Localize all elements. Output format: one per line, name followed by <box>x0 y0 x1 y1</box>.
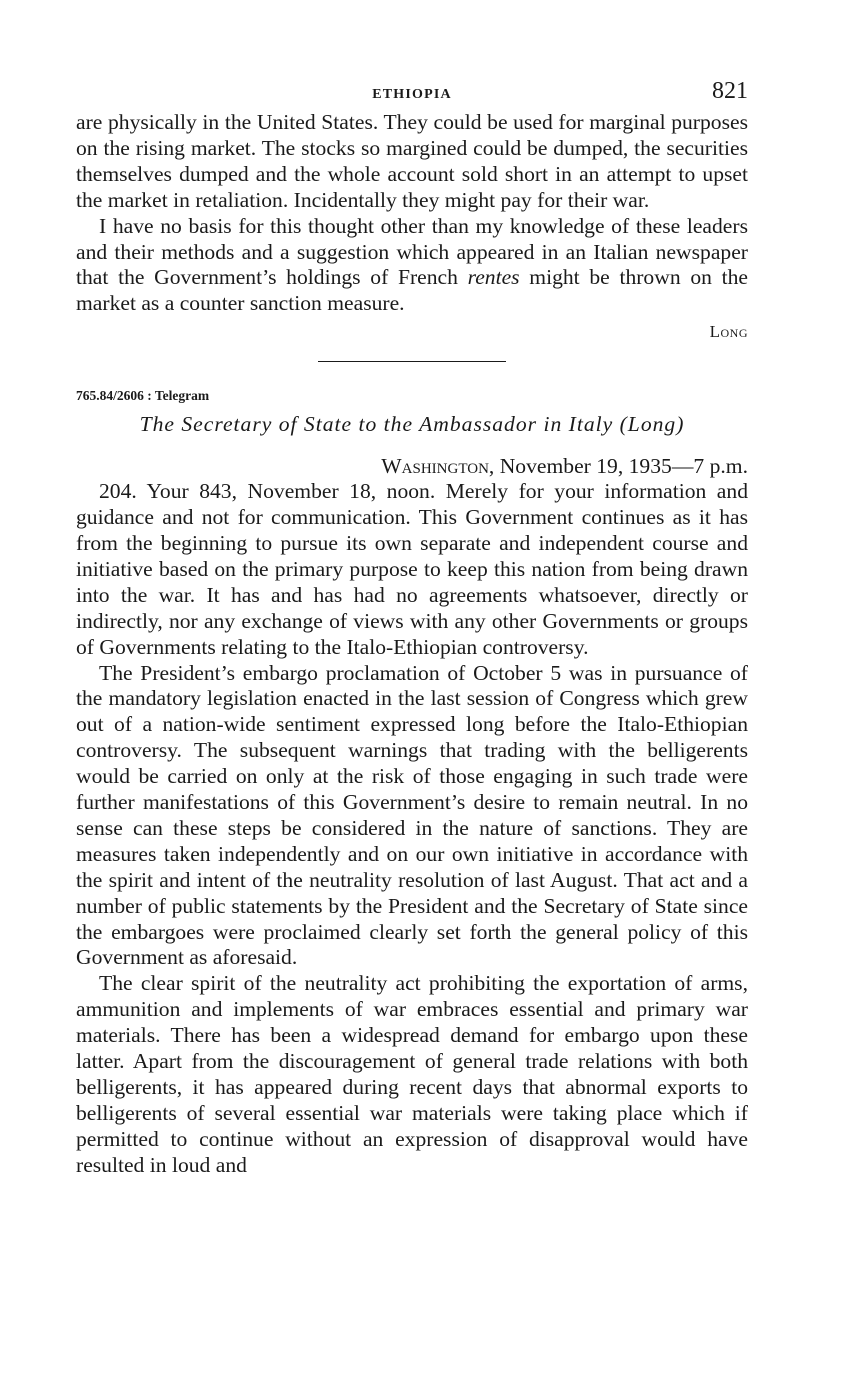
signature: Long <box>709 322 748 342</box>
dateline-date: , November 19, 1935—7 p.m. <box>488 454 748 479</box>
running-title: ETHIOPIA <box>372 87 452 102</box>
section-divider <box>318 361 506 362</box>
document-title: The Secretary of State to the Ambassador in Italy (Long) <box>139 412 685 437</box>
paragraph-neutrality: The clear spirit of the neutrality act prohibiting the exportation of arms, ammunition and implements of war embraces essential and primary war materials. There has been a widespread demand for embargo upon these latter. Apart from the discouragement of general trade relations with both belligerents, it has appeared during recent days that abnormal exports to belligerents of several essential war materials were taking place which if permitted to continue without an expression of disapproval would have resulted in loud and <box>76 971 748 1177</box>
running-head <box>76 78 748 110</box>
paragraph-embargo: The President’s embargo proclamation of October 5 was in pursuance of the mandatory legislation enacted in the last session of Congress which grew out of a nation-wide sentiment expressed long before the Italo-Ethiopian controversy. The subsequent warnings that trading with the belligerents would be carried on only at the risk of those engaging in such trade were further manifestations of this Government’s desire to remain neutral. In no sense can these steps be considered in the nature of sanctions. They are measures taken independently and on our own initiative in accordance with the spirit and intent of the neutrality resolution of last August. That act and a number of public statements by the President and the Secretary of State since the embargoes were proclaimed clearly set forth the general policy of this Government as aforesaid. <box>76 660 748 970</box>
file-reference: 765.84/2606 : Telegram <box>76 388 210 404</box>
paragraph-basis-text-b: might be thrown on the market as a counter sanction measure. <box>76 265 748 316</box>
paragraph-basis-text-a: I have no basis for this thought other than my knowledge of these leaders and their methods and a suggestion which appeared in an Italian newspaper that the Government’s holdings of French <box>76 213 748 290</box>
document-page <box>76 78 748 1179</box>
dateline <box>76 453 748 479</box>
page-number: 821 <box>712 78 748 104</box>
continued-text <box>76 110 748 317</box>
dateline-place: Washington <box>381 454 489 479</box>
paragraph-204: 204. Your 843, November 18, noon. Merely for your information and guidance and not for communication. This Government continues as it has from the beginning to pursue its own separate and independent course and initiative based on the primary purpose to keep this nation from being drawn into the war. It has and has had no agreements whatsoever, directly or indirectly, nor any exchange of views with any other Governments or groups of Governments relating to the Italo-Ethiopian controversy. <box>76 479 748 659</box>
paragraph-continued: are physically in the United States. They could be used for marginal purposes on the rising market. The stocks so margined could be dumped, the securities themselves dumped and the whole account sold short in an attempt to upset the market in retaliation. Incidentally they might pay for their war. <box>76 110 748 212</box>
paragraph-basis-italic: rentes <box>467 265 520 290</box>
telegram-body <box>76 479 748 1178</box>
paragraph-basis <box>76 214 748 318</box>
